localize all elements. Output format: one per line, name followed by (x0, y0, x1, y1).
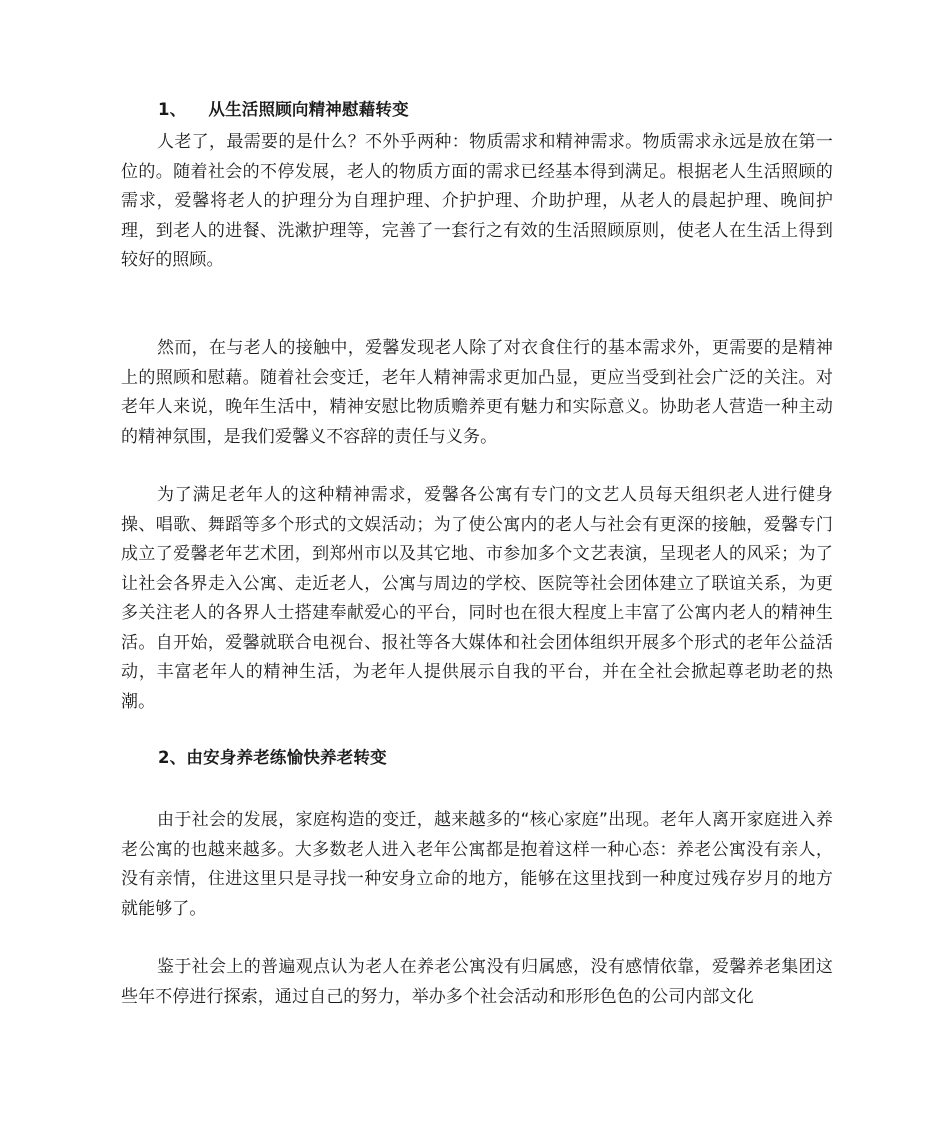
paragraph: 为了满足老年人的这种精神需求，爱馨各公寓有专门的文艺人员每天组织老人进行健身操、唱歌、舞蹈等多个形式的文娱活动；为了使公寓内的老人与社会有更深的接触，爱馨专门成立了爱馨老年艺术团，到郑州市以及其它地、市参加多个文艺表演，呈现老人的风采；为了让社会各界走入公寓、走近老人，公寓与周边的学校、医院等社会团体建立了联谊关系，为更多关注老人的各界人士搭建奉献爱心的平台，同时也在很大程度上丰富了公寓内老人的精神生活。自开始，爱馨就联合电视台、报社等各大媒体和社会团体组织开展多个形式的老年公益活动，丰富老年人的精神生活，为老年人提供展示自我的平台，并在全社会掀起尊老助老的热潮。 (121, 485, 833, 712)
section-1-title: 从生活照顾向精神慰藉转变 (208, 100, 409, 119)
paragraph: 鉴于社会上的普遍观点认为老人在养老公寓没有归属感，没有感情依靠，爱馨养老集团这些年不停进行探索，通过自己的努力，举办多个社会活动和形形色色的公司内部文化 (121, 957, 833, 1007)
section-2-title: 2、由安身养老练愉快养老转变 (158, 748, 387, 767)
paragraph: 人老了，最需要的是什么？不外乎两种：物质需求和精神需求。物质需求永远是放在第一位的。随着社会的不停发展，老人的物质方面的需求已经基本得到满足。根据老人生活照顾的需求，爱馨将老人的护理分为自理护理、介护护理、介助护理，从老人的晨起护理、晚间护理，到老人的进餐、洗漱护理等，完善了一套行之有效的生活照顾原则，使老人在生活上得到较好的照顾。 (121, 132, 833, 270)
paragraph: 然而，在与老人的接触中，爱馨发现老人除了对衣食住行的基本需求外，更需要的是精神上的照顾和慰藉。随着社会变迁，老年人精神需求更加凸显，更应当受到社会广泛的关注。对老年人来说，晚年生活中，精神安慰比物质赡养更有魅力和实际意义。协助老人营造一种主动的精神氛围，是我们爱馨义不容辞的责任与义务。 (121, 338, 833, 447)
paragraph: 由于社会的发展，家庭构造的变迁，越来越多的“核心家庭”出现。老年人离开家庭进入养老公寓的也越来越多。大多数老人进入老年公寓都是抱着这样一种心态：养老公寓没有亲人，没有亲情，住进这里只是寻找一种安身立命的地方，能够在这里找到一种度过残存岁月的地方就能够了。 (121, 810, 833, 919)
section-1-number: 1、 (158, 100, 187, 119)
section-2-heading (158, 746, 387, 770)
section-1-heading (158, 98, 409, 122)
